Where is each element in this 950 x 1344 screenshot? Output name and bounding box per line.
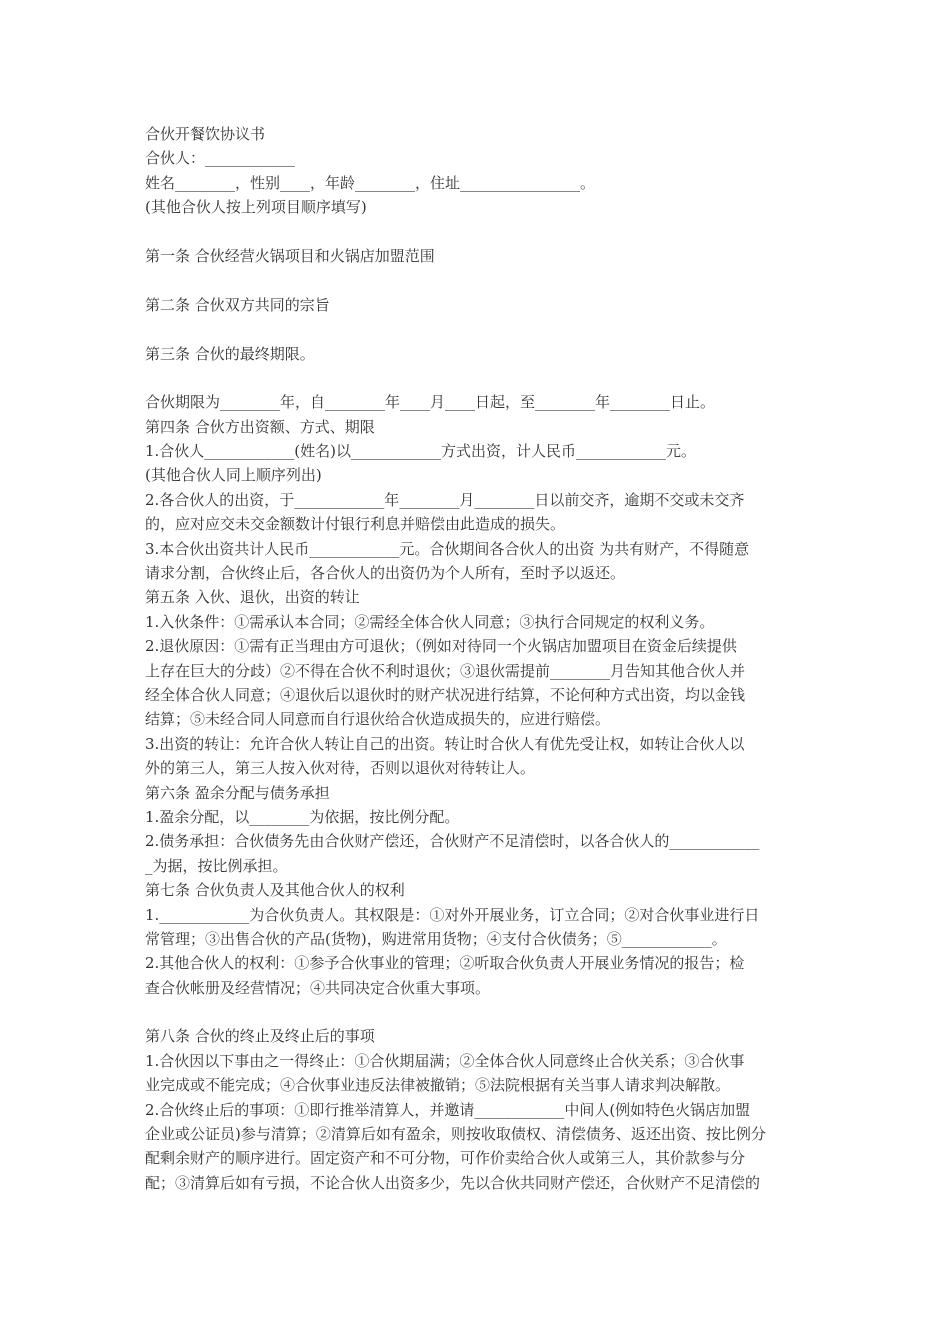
article-3-heading: 第三条 合伙的最终期限。 — [145, 344, 315, 363]
article-5-item-1: 1.入伙条件：①需承认本合同；②需经全体合伙人同意；③执行合同规定的权利义务。 — [145, 612, 715, 631]
article-4-item-2-line-1: 2.各合伙人的出资，于____________年________月________日以前交齐，逾期不交或未交齐 — [145, 490, 745, 509]
blank-line — [145, 268, 810, 292]
blank-line — [145, 366, 810, 390]
blank-line — [145, 220, 810, 244]
article-7-item-1-line-1: 1.____________为合伙负责人。其权限是：①对外开展业务，订立合同；②对合伙事业进行日 — [145, 905, 760, 924]
article-8-item-2-line-3: 配剩余财产的顺序进行。固定资产和不可分物，可作价卖给合伙人或第三人，其价款参与分 — [145, 1149, 746, 1168]
article-7-item-2-line-1: 2.其他合伙人的权利：①参予合伙事业的管理；②听取合伙负责人开展业务情况的报告；检 — [145, 954, 745, 973]
article-1-heading: 第一条 合伙经营火锅项目和火锅店加盟范围 — [145, 246, 435, 265]
article-4-note: (其他合伙人同上顺序列出) — [145, 466, 322, 485]
article-7-item-2-line-2: 查合伙帐册及经营情况；④共同决定合伙重大事项。 — [145, 978, 491, 997]
article-6-item-2-line-1: 2.债务承担：合伙债务先由合伙财产偿还，合伙财产不足清偿时，以各合伙人的____________ — [145, 832, 760, 851]
article-4-item-3-line-2: 请求分割，合伙终止后，各合伙人的出资仍为个人所有，至时予以返还。 — [145, 564, 626, 583]
article-8-item-1-line-2: 业完成或不能完成；④合伙事业违反法律被撤销；⑤法院根据有关当事人请求判决解散。 — [145, 1076, 731, 1095]
article-5-item-2-line-2: 上存在巨大的分歧）②不得在合伙不利时退伙；③退伙需提前________月告知其他合伙人并 — [145, 661, 746, 680]
article-8-heading: 第八条 合伙的终止及终止后的事项 — [145, 1027, 375, 1046]
term-line: 合伙期限为________年，自________年____月____日起，至________年________日止。 — [145, 393, 716, 412]
article-6-item-1: 1.盈余分配，以________为依据，按比例分配。 — [145, 807, 460, 826]
article-6-item-2-line-2: _为据，按比例承担。 — [145, 856, 288, 875]
article-5-heading: 第五条 入伙、退伙，出资的转让 — [145, 588, 360, 607]
article-2-heading: 第二条 合伙双方共同的宗旨 — [145, 295, 330, 314]
document-title: 合伙开餐饮协议书 — [145, 125, 266, 143]
article-5-item-2-line-3: 经全体合伙人同意；④退伙后以退伙时的财产状况进行结算，不论何种方式出资，均以金钱 — [145, 685, 746, 704]
article-7-heading: 第七条 合伙负责人及其他合伙人的权利 — [145, 881, 405, 900]
article-5-item-2-line-1: 2.退伙原因：①需有正当理由方可退伙；（例如对待同一个火锅店加盟项目在资金后续提供 — [145, 637, 737, 656]
partner-info-line: 姓名________，性别____，年龄________，住址________________。 — [145, 173, 596, 192]
partner-line: 合伙人：____________ — [145, 149, 296, 168]
article-4-item-3-line-1: 3.本合伙出资共计人民币____________元。合伙期间各合伙人的出资 为共有财产，不得随意 — [145, 539, 750, 558]
blank-line — [145, 1000, 810, 1024]
article-6-heading: 第六条 盈余分配与债务承担 — [145, 783, 330, 802]
blank-line — [145, 317, 810, 341]
article-4-item-2-line-2: 的，应对应交未交金额数计付银行利息并赔偿由此造成的损失。 — [145, 515, 566, 534]
article-5-item-3-line-2: 外的第三人，第三人按入伙对待，否则以退伙对待转让人。 — [145, 759, 536, 778]
document-body — [145, 122, 810, 1195]
article-8-item-1-line-1: 1.合伙因以下事由之一得终止：①合伙期届满；②全体合伙人同意终止合伙关系；③合伙事 — [145, 1051, 745, 1070]
article-4-heading: 第四条 合伙方出资额、方式、期限 — [145, 417, 375, 436]
article-5-item-3-line-1: 3.出资的转让：允许合伙人转让自己的出资。转让时合伙人有优先受让权，如转让合伙人以 — [145, 734, 745, 753]
partner-note: (其他合伙人按上列项目顺序填写) — [145, 198, 367, 217]
article-8-item-2-line-2: 企业或公证员)参与清算；②清算后如有盈余，则按收取债权、清偿债务、返还出资、按比例分 — [145, 1125, 766, 1144]
article-8-item-2-line-4: 配；③清算后如有亏损，不论合伙人出资多少，先以合伙共同财产偿还，合伙财产不足清偿的 — [145, 1173, 761, 1192]
article-7-item-1-line-2: 常管理；③出售合伙的产品(货物)，购进常用货物；④支付合伙债务；⑤____________。 — [145, 929, 727, 948]
article-4-item-1: 1.合伙人____________(姓名)以____________方式出资，计人民币____________元。 — [145, 442, 697, 461]
article-8-item-2-line-1: 2.合伙终止后的事项：①即行推举清算人，并邀请____________中间人(例如特色火锅店加盟 — [145, 1100, 751, 1119]
article-5-item-2-line-4: 结算；⑤未经合同人同意而自行退伙给合伙造成损失的，应进行赔偿。 — [145, 710, 611, 729]
